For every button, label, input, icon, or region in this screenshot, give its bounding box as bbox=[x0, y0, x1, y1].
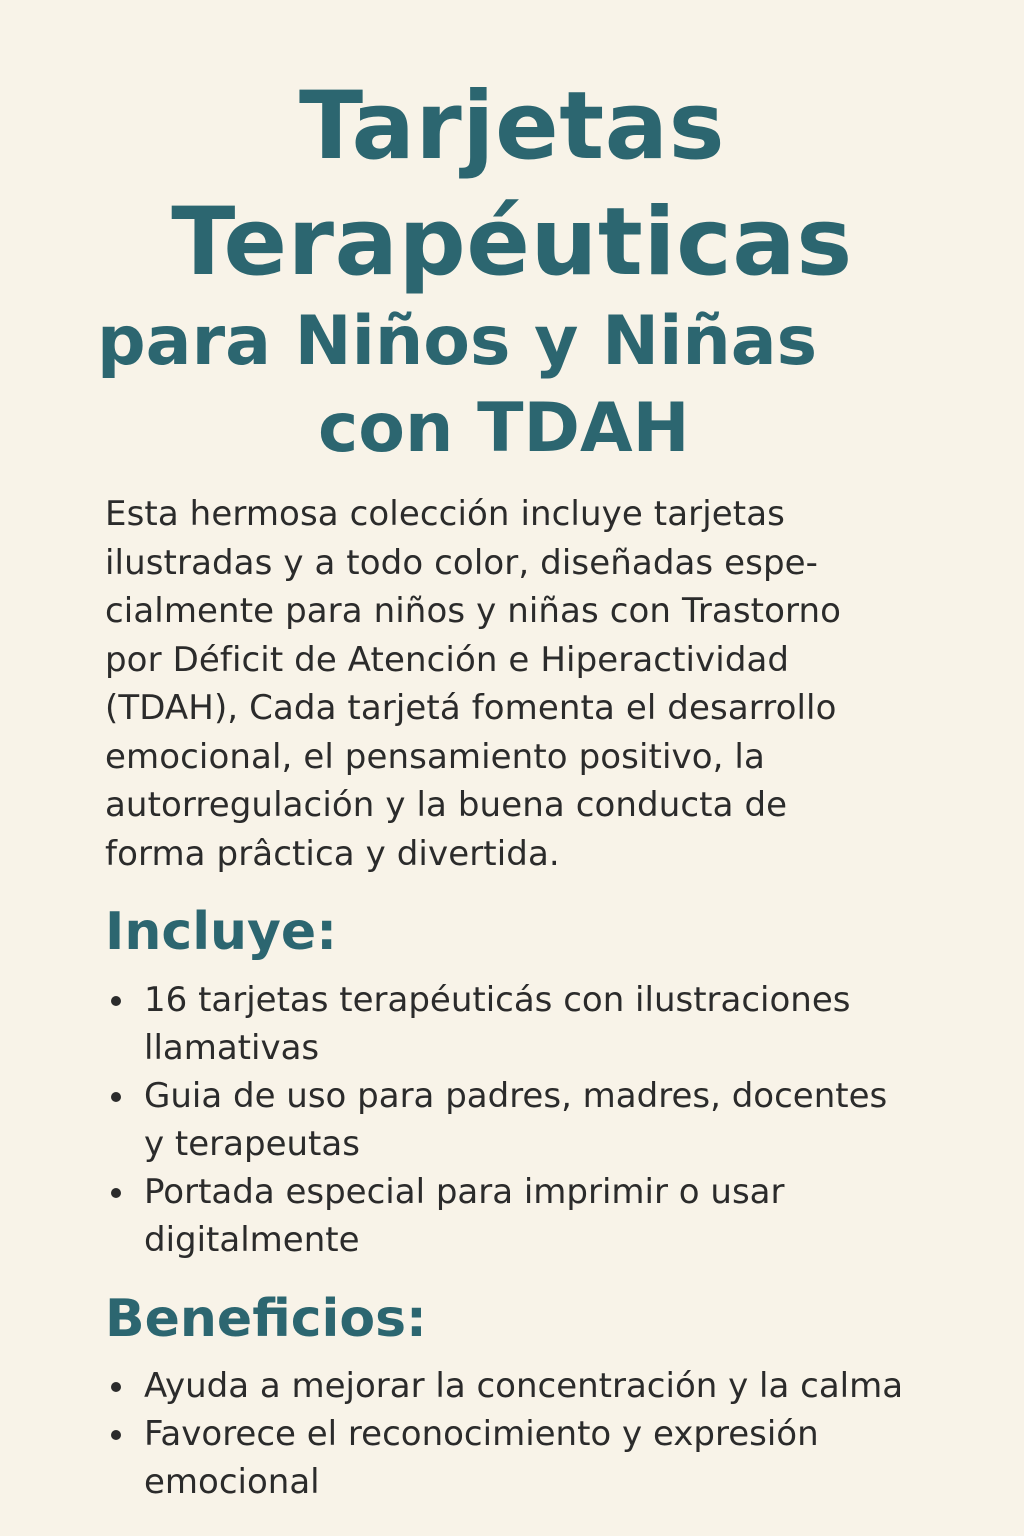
benefits-item-focus-line-1: Ayuda a mejorar la concentración y la calma bbox=[144, 1366, 904, 1406]
benefits-item-expression-text bbox=[144, 1410, 955, 1506]
benefits-item-expression bbox=[105, 1410, 955, 1506]
includes-item-cards-line-1: 16 tarjetas terapéuticás con ilustraciones bbox=[144, 980, 851, 1020]
includes-item-cards-line-2: llamativas bbox=[144, 1028, 320, 1068]
bullet-dot-icon bbox=[111, 1188, 121, 1198]
intro-line-8: forma prâctica y divertida. bbox=[105, 833, 560, 874]
benefits-item-expression-line-1: Favorece el reconocimiento y expresión bbox=[144, 1414, 819, 1454]
benefits-section-title: Beneficios: bbox=[105, 1289, 427, 1349]
bullet-dot-icon bbox=[111, 1430, 121, 1440]
main-title-line-1: Tarjetas bbox=[298, 72, 726, 181]
includes-item-cover-line-2: digitalmente bbox=[144, 1220, 360, 1260]
intro-paragraph bbox=[105, 490, 925, 878]
intro-line-4: por Déficit de Atención e Hiperactividad bbox=[105, 639, 790, 680]
includes-item-guide bbox=[105, 1072, 955, 1168]
includes-item-cards-text bbox=[144, 976, 955, 1072]
subtitle-line-1: para Niños y Niñas bbox=[97, 302, 818, 381]
benefits-item-focus bbox=[105, 1362, 955, 1410]
bullet-dot-icon bbox=[111, 1382, 121, 1392]
bullet-dot-icon bbox=[111, 1092, 121, 1102]
includes-item-guide-text bbox=[144, 1072, 955, 1168]
includes-item-cards bbox=[105, 976, 955, 1072]
bullet-dot-icon bbox=[111, 996, 121, 1006]
includes-section-title: Incluye: bbox=[105, 902, 337, 962]
includes-item-cover bbox=[105, 1168, 955, 1264]
includes-item-guide-line-1: Guia de uso para padres, madres, docentes bbox=[144, 1076, 888, 1116]
benefits-item-expression-line-2: emocional bbox=[144, 1462, 320, 1502]
benefits-list bbox=[105, 1362, 955, 1506]
includes-list bbox=[105, 976, 955, 1264]
includes-item-guide-line-2: y terapeutas bbox=[144, 1124, 360, 1164]
intro-line-1: Esta hermosa colección incluye tarjetas bbox=[105, 494, 785, 534]
intro-line-7: autorregulación y la buena conducta de bbox=[105, 785, 788, 825]
subtitle-line-2: con TDAH bbox=[318, 389, 690, 468]
intro-line-2: ilustradas y a todo color, diseñadas espe- bbox=[105, 542, 819, 583]
benefits-item-focus-text bbox=[144, 1362, 955, 1410]
intro-line-5: (TDAH), Cada tarjetá fomenta el desarrollo bbox=[105, 688, 837, 728]
intro-line-3: cialmente para niños y niñas con Trastorno bbox=[105, 591, 842, 631]
intro-line-6: emocional, el pensamiento positivo, la bbox=[105, 736, 765, 777]
includes-item-cover-line-1: Portada especial para imprimir o usar bbox=[144, 1172, 785, 1212]
includes-item-cover-text bbox=[144, 1168, 955, 1264]
main-title-line-2: Terapéuticas bbox=[171, 188, 853, 297]
